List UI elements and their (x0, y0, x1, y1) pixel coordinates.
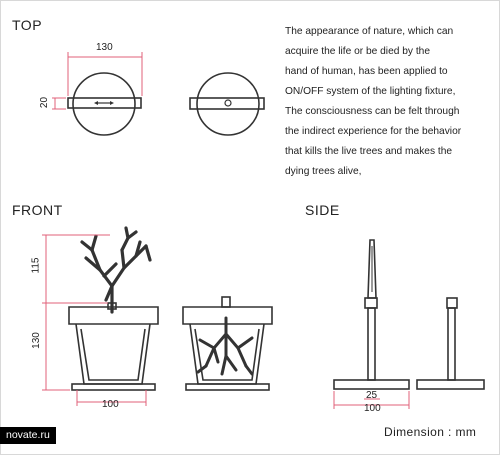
description-line: The consciousness can be felt through (285, 106, 460, 117)
front-tree (82, 228, 150, 312)
description-line: ON/OFF system of the lighting fixture, (285, 86, 456, 97)
description-line: that kills the live trees and makes the (285, 146, 453, 157)
dimension-unit-note: Dimension : mm (384, 425, 477, 439)
side-view-right (417, 298, 484, 389)
top-view-left (68, 73, 141, 135)
description-line: The appearance of nature, which can (285, 26, 454, 37)
front-heading: FRONT (12, 202, 63, 218)
top-dim-lines (52, 52, 142, 109)
description-text (285, 22, 495, 182)
top-width-label: 130 (96, 42, 113, 53)
description-line: the indirect experience for the behavior (285, 126, 462, 137)
description-line: dying trees alive, (285, 166, 362, 177)
description-line: acquire the life or be died by the (285, 46, 430, 57)
top-depth-label: 20 (39, 96, 51, 109)
side-heading: SIDE (305, 202, 340, 218)
front-pot-height-label: 130 (30, 332, 42, 349)
front-base-width-label: 100 (102, 399, 119, 410)
front-tree-height-label: 115 (30, 257, 42, 274)
front-roots (198, 318, 252, 374)
watermark: novate.ru (0, 427, 56, 444)
description-line: hand of human, has been applied to (285, 66, 448, 77)
front-pot-left (69, 303, 158, 390)
top-view-right (190, 73, 264, 135)
top-heading: TOP (12, 17, 43, 33)
side-stem-width-label: 25 (366, 390, 378, 401)
side-view-left (334, 240, 409, 389)
side-base-width-label: 100 (364, 403, 381, 414)
